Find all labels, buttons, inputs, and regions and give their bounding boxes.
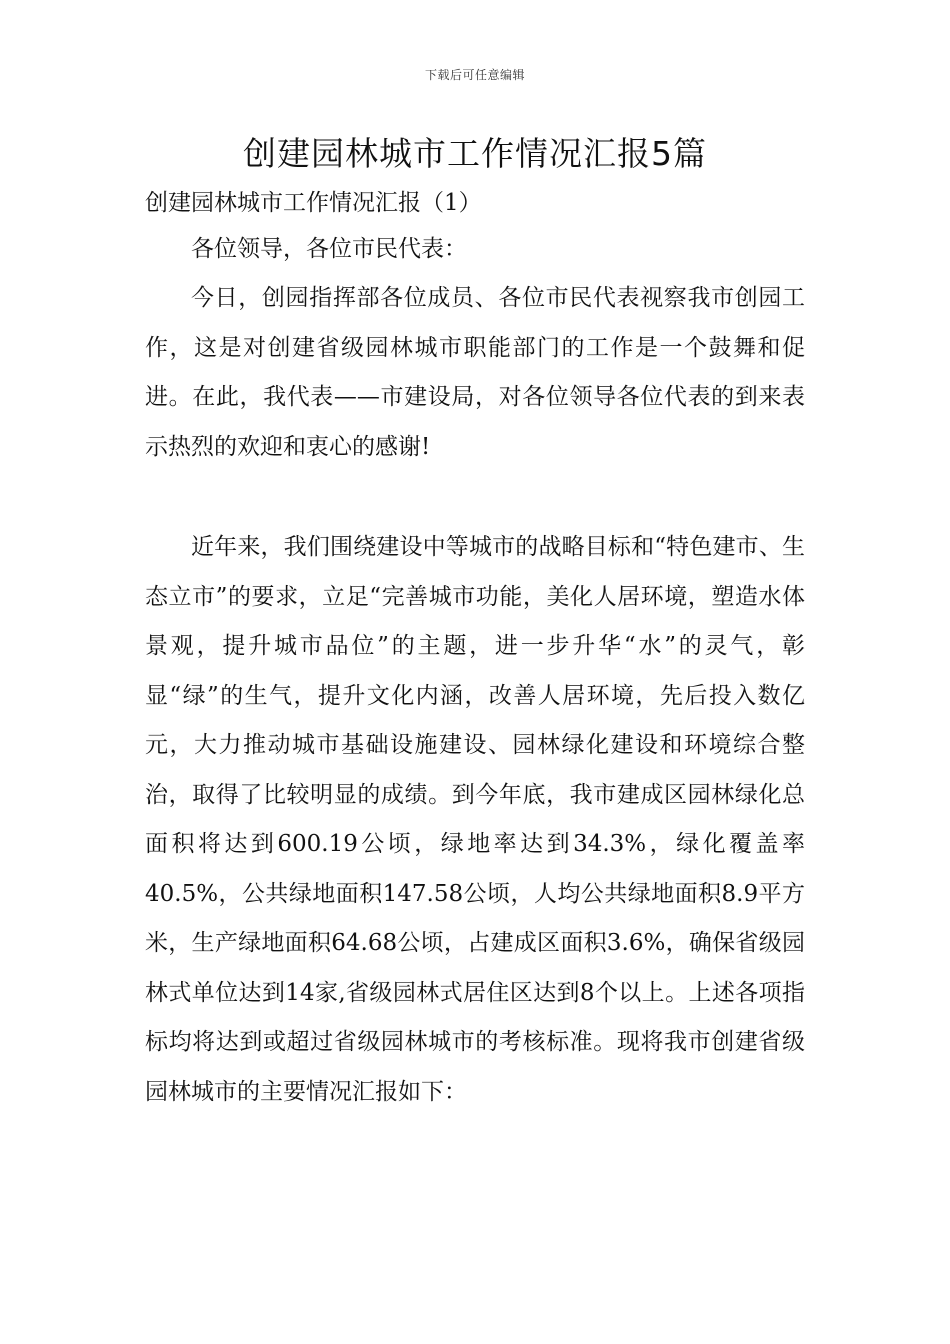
document-title: 创建园林城市工作情况汇报5篇: [243, 134, 707, 173]
document-subtitle: 创建园林城市工作情况汇报（1）: [145, 190, 482, 216]
intro-paragraph: 今日，创园指挥部各位成员、各位市民代表视察我市创园工作，这是对创建省级园林城市职能部门的工作是一个鼓舞和促进。在此，我代表——市建设局，对各位领导各位代表的到来表示热烈的欢迎和衷心的感谢!: [145, 285, 805, 460]
greeting-paragraph: 各位领导，各位市民代表：: [191, 236, 467, 262]
header-note: 下载后可任意编辑: [424, 68, 525, 82]
main-paragraph: 近年来，我们围绕建设中等城市的战略目标和“特色建市、生态立市”的要求，立足“完善城市功能，美化人居环境，塑造水体景观，提升城市品位”的主题，进一步升华“水”的灵气，彰显“绿”的生气，提升文化内涵，改善人居环境，先后投入数亿元，大力推动城市基础设施建设、园林绿化建设和环境综合整治，取得了比较明显的成绩。到今年底，我市建成区园林绿化总面积将达到600.19公顷，绿地率达到34.3%，绿化覆盖率40.5%，公共绿地面积147.58公顷，人均公共绿地面积8.9平方米，生产绿地面积64.68公顷，占建成区面积3.6%，确保省级园林式单位达到14家,省级园林式居住区达到8个以上。上述各项指标均将达到或超过省级园林城市的考核标准。现将我市创建省级园林城市的主要情况汇报如下：: [145, 534, 805, 1105]
